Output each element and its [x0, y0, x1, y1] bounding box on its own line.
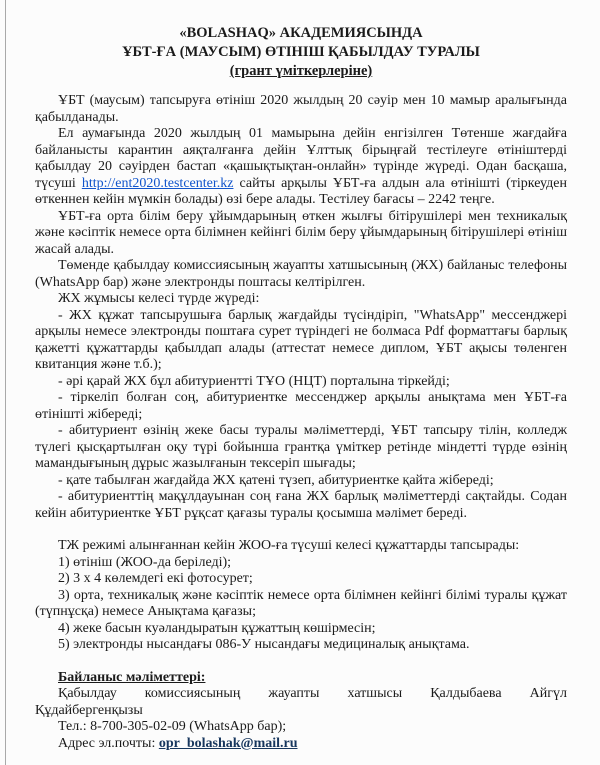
title-line-subject: ҰБТ-ҒА (МАУСЫМ) ӨТІНІШ ҚАБЫЛДАУ ТУРАЛЫ [122, 44, 480, 60]
contact-secretary-name: Қабылдау комиссиясының жауапты хатшысы Қалдыбаева Айгүл Құдайбергенқызы [35, 686, 567, 718]
process-step: - әрі қарай ЖХ бұл абитуриентті ТҰО (НЦТ) порталына тіркейді; [58, 373, 450, 389]
document-page [35, 24, 567, 752]
contact-phone: Тел.: 8-700-305-02-09 (WhatsApp бар); [58, 719, 287, 734]
paragraph-process-intro: ЖХ жұмысы келесі түрде жүреді: [58, 291, 260, 306]
paragraph-documents-intro: ТЖ режимі алынғаннан кейін ЖОО-ға түсуші келесі құжаттарды тапсырады: [58, 538, 520, 553]
title-line-academy: «BOLASHAQ» АКАДЕМИЯСЫНДА [179, 25, 423, 41]
document-list-item: 5) электронды нысандағы 086-У нысандағы медициналық анықтама. [58, 637, 470, 652]
testcenter-site-link[interactable]: http://ent2020.testcenter.kz [81, 175, 234, 191]
process-step: - қате табылған жағдайда ЖХ қатені түзеп, абитуриентке қайта жібереді; [58, 472, 494, 488]
document-list-item: 4) жеке басын куәландыратын құжаттың көшірмесін; [58, 620, 376, 636]
contact-email-link[interactable]: opr_bolashak@mail.ru [158, 735, 298, 751]
process-step: - абитуриенттің мақұлдауынан соң ғана ЖХ барлық мәліметтерді сақтайды. Содан кейін абитуриентке ҰБТ рұқсат қағазы туралы қосымша мәлімет береді. [35, 489, 567, 521]
quarantine-text-after-link: сайты арқылы ҰБТ-ға алдын ала өтінішті (тіркеуден өткеннен кейін мүмкін болады) өзі бере алады. Тестілеу бағасы – 2242 теңге. [35, 175, 568, 207]
page-edge-line [5, 0, 6, 765]
title-grant-underlined: (грант үміткерлеріне) [229, 63, 373, 79]
contact-email-line [35, 736, 567, 753]
contact-heading: Байланыс мәліметтері: [58, 669, 206, 685]
process-step: - абитуриент өзінің жеке басы туралы мәліметтерді, ҰБТ тапсыру тілін, колледж түлегі қысқартылған оқу түрі бойынша грантқа үміткер ретінде міндетті түрде өзінің мамандығының дұрыс жазылғанын тексеріп шығады; [35, 423, 567, 471]
process-step: - ЖХ құжат тапсырушыға барлық жағдайды түсіндіріп, "WhatsApp" мессенджері арқылы немесе электронды поштаға сурет түріндегі не болмаса Pdf форматтағы барлық қажетті құжаттарды қабылдап алады (аттестат немесе диплом, ҰБТ ақысы төленген квитанция және т.б.); [35, 307, 567, 372]
paragraph-eligibility: ҰБТ-ға орта білім беру ұйымдарының өткен жылғы бітірушілері мен техникалық және кәсіптік немесе орта білімнен кейінгі білім беру ұйымдарының бітірушілері өтініш жасай алады. [35, 208, 567, 257]
document-title [35, 24, 567, 81]
paragraph-application-dates: ҰБТ (маусым) тапсыруға өтініш 2020 жылдың 20 сәуір мен 10 мамыр аралығында қабылданады. [35, 93, 567, 125]
paragraph-quarantine-procedure [35, 126, 567, 209]
document-list-item: 3) орта, техникалық және кәсіптік немесе орта білімнен кейінгі білімі туралы құжат (түпнұсқа) немесе Анықтама қағазы; [35, 587, 567, 619]
document-list-item: 1) өтініш (ЖОО-да беріледі); [58, 554, 232, 570]
document-list-item: 2) 3 х 4 көлемдегі екі фотосурет; [58, 571, 253, 586]
paragraph-contact-intro: Төменде қабылдау комиссиясының жауапты хатшысының (ЖХ) байланыс телефоны (WhatsApp бар) және электронды поштасы келтірілген. [35, 258, 567, 290]
process-step: - тіркеліп болған соң, абитуриентке мессенджер арқылы анықтама мен ҰБТ-ға өтінішті жібереді; [35, 390, 567, 422]
quarantine-text-before-link: Ел аумағында 2020 жылдың 01 мамырына дейін енгізілген Төтенше жағдайға байланысты карантин аяқталғанға дейін Ұлттық бірыңғай тестілеуге өтініштерді қабылдау 20 сәуірден бастап «қашықтықтан-онлайн» түрінде жүреді. Одан басқаша, түсуші [35, 126, 567, 191]
email-label: Адрес эл.почты: [58, 735, 159, 751]
title-line-grant [35, 62, 567, 81]
